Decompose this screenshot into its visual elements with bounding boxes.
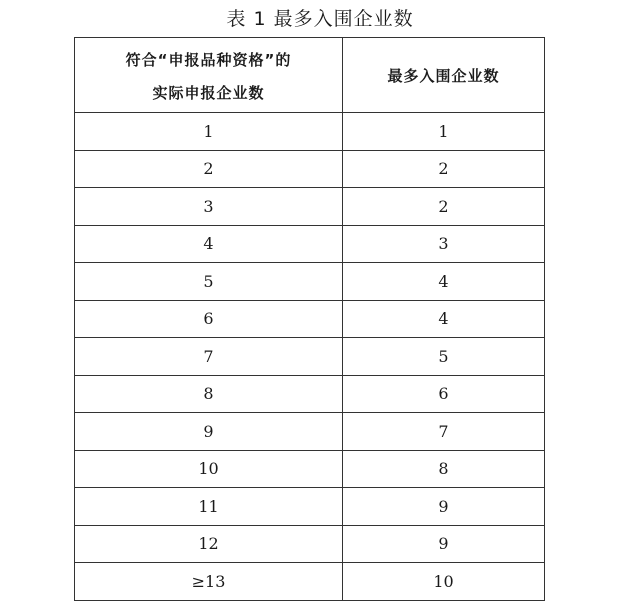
cell-max-selected: 9 [343,525,545,563]
cell-applicants: 4 [75,225,343,263]
table-row [75,113,545,151]
table-row [75,338,545,376]
cell-applicants: 11 [75,488,343,526]
selection-table [74,37,545,601]
cell-applicants: 9 [75,413,343,451]
cell-max-selected: 9 [343,488,545,526]
cell-applicants: 2 [75,150,343,188]
table-row [75,300,545,338]
cell-max-selected: 1 [343,113,545,151]
cell-max-selected: 2 [343,188,545,226]
cell-applicants: ≥13 [75,563,343,601]
cell-applicants: 5 [75,263,343,301]
cell-max-selected: 8 [343,450,545,488]
table-row [75,375,545,413]
cell-max-selected: 10 [343,563,545,601]
table-row [75,563,545,601]
header-applicants [75,38,343,113]
header-applicants-line2: 实际申报企业数 [152,84,265,102]
cell-applicants: 1 [75,113,343,151]
header-applicants-line1: 符合“申报品种资格”的 [125,51,292,69]
cell-applicants: 3 [75,188,343,226]
cell-applicants: 12 [75,525,343,563]
cell-max-selected: 7 [343,413,545,451]
table-row [75,263,545,301]
cell-max-selected: 6 [343,375,545,413]
table-row [75,525,545,563]
table-row [75,150,545,188]
cell-max-selected: 2 [343,150,545,188]
cell-max-selected: 4 [343,300,545,338]
cell-applicants: 7 [75,338,343,376]
table-row [75,450,545,488]
table-title: 表 1 最多入围企业数 [226,8,414,30]
header-max-selected: 最多入围企业数 [343,38,545,113]
cell-applicants: 6 [75,300,343,338]
table-row [75,188,545,226]
cell-applicants: 10 [75,450,343,488]
cell-max-selected: 4 [343,263,545,301]
cell-applicants: 8 [75,375,343,413]
table-row [75,488,545,526]
header-row [75,38,545,113]
table-row [75,225,545,263]
cell-max-selected: 5 [343,338,545,376]
table-row [75,413,545,451]
cell-max-selected: 3 [343,225,545,263]
